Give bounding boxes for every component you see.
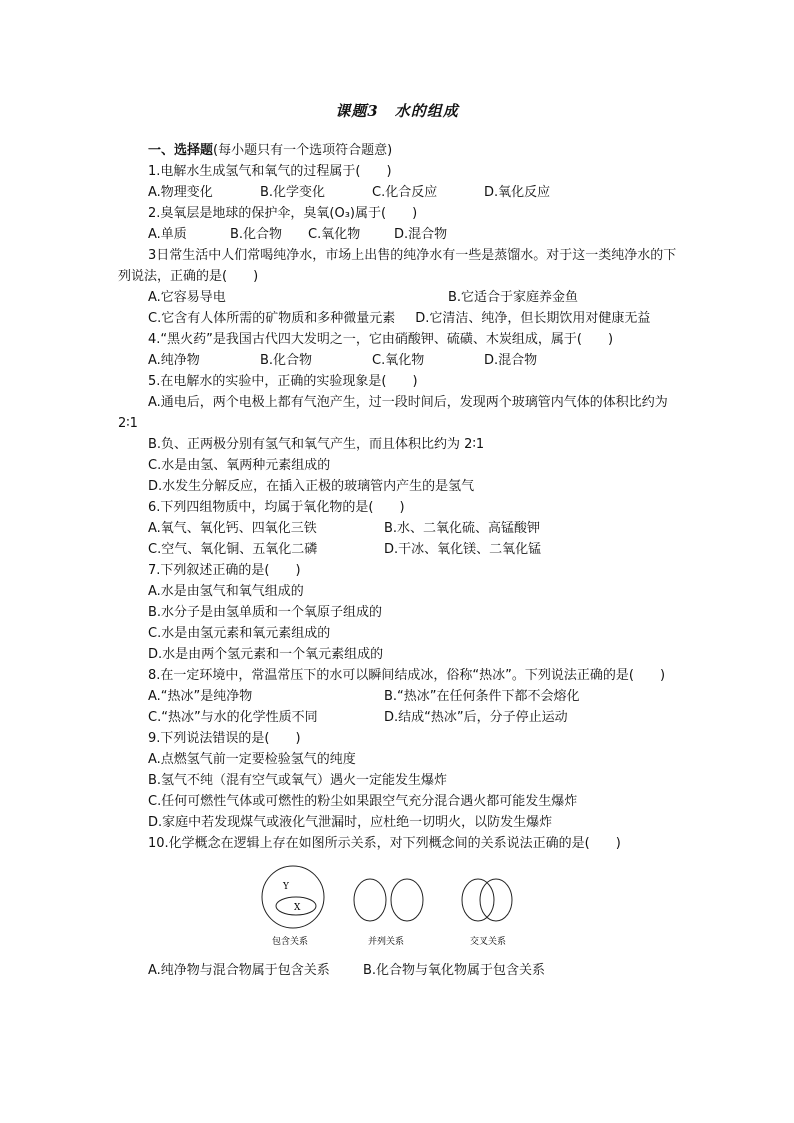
option: C.氧化物 xyxy=(308,227,361,242)
inclusion-label: 包含关系 xyxy=(272,937,309,947)
intersection-label: 交叉关系 xyxy=(470,937,507,947)
option: A.水是由氢气和氧气组成的 xyxy=(148,584,304,599)
option: A.氧气、氧化钙、四氧化三铁 xyxy=(148,521,317,536)
option-row xyxy=(118,350,678,371)
option-row xyxy=(118,960,678,981)
option-row xyxy=(118,182,678,203)
option: B.水、二氧化硫、高锰酸钾 xyxy=(384,521,541,536)
left-ellipse xyxy=(354,879,386,921)
question-stem: 5.在电解水的实验中，正确的实验现象是( ) xyxy=(148,374,418,389)
option-row xyxy=(118,539,678,560)
section-title: 一、选择题 xyxy=(148,143,214,158)
option: C.化合反应 xyxy=(372,185,438,200)
option: D.结成“热冰”后，分子停止运动 xyxy=(384,710,568,725)
option: B.负、正两极分别有氢气和氧气产生，而且体积比约为 2∶1 xyxy=(148,437,485,452)
parallel-diagram xyxy=(354,879,423,947)
option: C.水是由氢元素和氧元素组成的 xyxy=(148,626,331,641)
option: D.它清洁、纯净，但长期饮用对健康无益 xyxy=(415,311,651,326)
option-row xyxy=(118,707,678,728)
option: B.化学变化 xyxy=(260,185,326,200)
question-stem: 8.在一定环境中，常温常压下的水可以瞬间结成冰，俗称“热冰”。下列说法正确的是( ) xyxy=(148,668,666,683)
option: D.干冰、氧化镁、二氧化锰 xyxy=(384,542,542,557)
set-y-label: Y xyxy=(283,882,289,892)
right-ellipse xyxy=(480,879,512,921)
option: B.水分子是由氢单质和一个氧原子组成的 xyxy=(148,605,383,620)
option-row xyxy=(118,287,678,308)
right-ellipse xyxy=(391,879,423,921)
option-row xyxy=(118,686,678,707)
option: D.混合物 xyxy=(394,227,448,242)
page-title: 课题3 水的组成 xyxy=(335,102,459,120)
question-stem: 10.化学概念在逻辑上存在如图所示关系，对下列概念间的关系说法正确的是( ) xyxy=(148,836,621,851)
option: B.化合物与氧化物属于包含关系 xyxy=(363,963,546,978)
option: C.空气、氧化铜、五氧化二磷 xyxy=(148,542,318,557)
question-stem: 9.下列说法错误的是( ) xyxy=(148,731,301,746)
relation-diagram-svg xyxy=(258,860,518,948)
option-row xyxy=(118,308,678,329)
option: A.纯净物 xyxy=(148,353,200,368)
question-stem: 2.臭氧层是地球的保护伞，臭氧(O₃)属于( ) xyxy=(148,206,418,221)
option: A.纯净物与混合物属于包含关系 xyxy=(148,963,330,978)
option: C.氧化物 xyxy=(372,353,425,368)
option: C.“热冰”与水的化学性质不同 xyxy=(148,710,318,725)
option: C.它含有人体所需的矿物质和多种微量元素 xyxy=(148,311,396,326)
option: B.“热冰”在任何条件下都不会熔化 xyxy=(384,689,580,704)
option: B.它适合于家庭养金鱼 xyxy=(448,290,579,305)
option: A.“热冰”是纯净物 xyxy=(148,689,253,704)
inclusion-diagram xyxy=(262,866,324,947)
intersection-diagram xyxy=(462,879,512,947)
option: D.氧化反应 xyxy=(484,185,551,200)
option: B.氢气不纯（混有空气或氧气）遇火一定能发生爆炸 xyxy=(148,773,448,788)
parallel-label: 并列关系 xyxy=(368,937,405,947)
option: A.点燃氢气前一定要检验氢气的纯度 xyxy=(148,752,356,767)
set-x-label: X xyxy=(294,903,301,913)
option-row xyxy=(118,518,678,539)
option: C.水是由氢、氧两种元素组成的 xyxy=(148,458,331,473)
option: D.家庭中若发现煤气或液化气泄漏时，应杜绝一切明火，以防发生爆炸 xyxy=(148,815,553,830)
question-stem: 6.下列四组物质中，均属于氧化物的是( ) xyxy=(148,500,405,515)
option: A.物理变化 xyxy=(148,185,213,200)
option: D.混合物 xyxy=(484,353,538,368)
option-row xyxy=(118,224,678,245)
section-note: (每小题只有一个选项符合题意) xyxy=(213,143,393,158)
question-stem: 1.电解水生成氢气和氧气的过程属于( ) xyxy=(148,164,392,179)
question-stem: 4.“黑火药”是我国古代四大发明之一，它由硝酸钾、硫磺、木炭组成，属于( ) xyxy=(148,332,614,347)
option: B.化合物 xyxy=(260,353,313,368)
option: B.化合物 xyxy=(230,227,283,242)
section-heading xyxy=(118,140,678,161)
left-ellipse xyxy=(462,879,494,921)
option: D.水发生分解反应，在插入正极的玻璃管内产生的是氢气 xyxy=(148,479,475,494)
question-stem: 3日常生活中人们常喝纯净水，市场上出售的纯净水有一些是蒸馏水。对于这一类纯净水的下列说法，正确的是( ) xyxy=(118,248,677,284)
option: A.单质 xyxy=(148,227,187,242)
option: A.通电后，两个电极上都有气泡产生，过一段时间后，发现两个玻璃管内气体的体积比约为 2∶1 xyxy=(118,395,668,431)
option: C.任何可燃性气体或可燃性的粉尘如果跟空气充分混合遇火都可能发生爆炸 xyxy=(148,794,578,809)
option: D.水是由两个氢元素和一个氧元素组成的 xyxy=(148,647,384,662)
question-list xyxy=(118,140,678,981)
question-stem: 7.下列叙述正确的是( ) xyxy=(148,563,301,578)
option: A.它容易导电 xyxy=(148,290,226,305)
relation-diagrams xyxy=(118,860,678,948)
